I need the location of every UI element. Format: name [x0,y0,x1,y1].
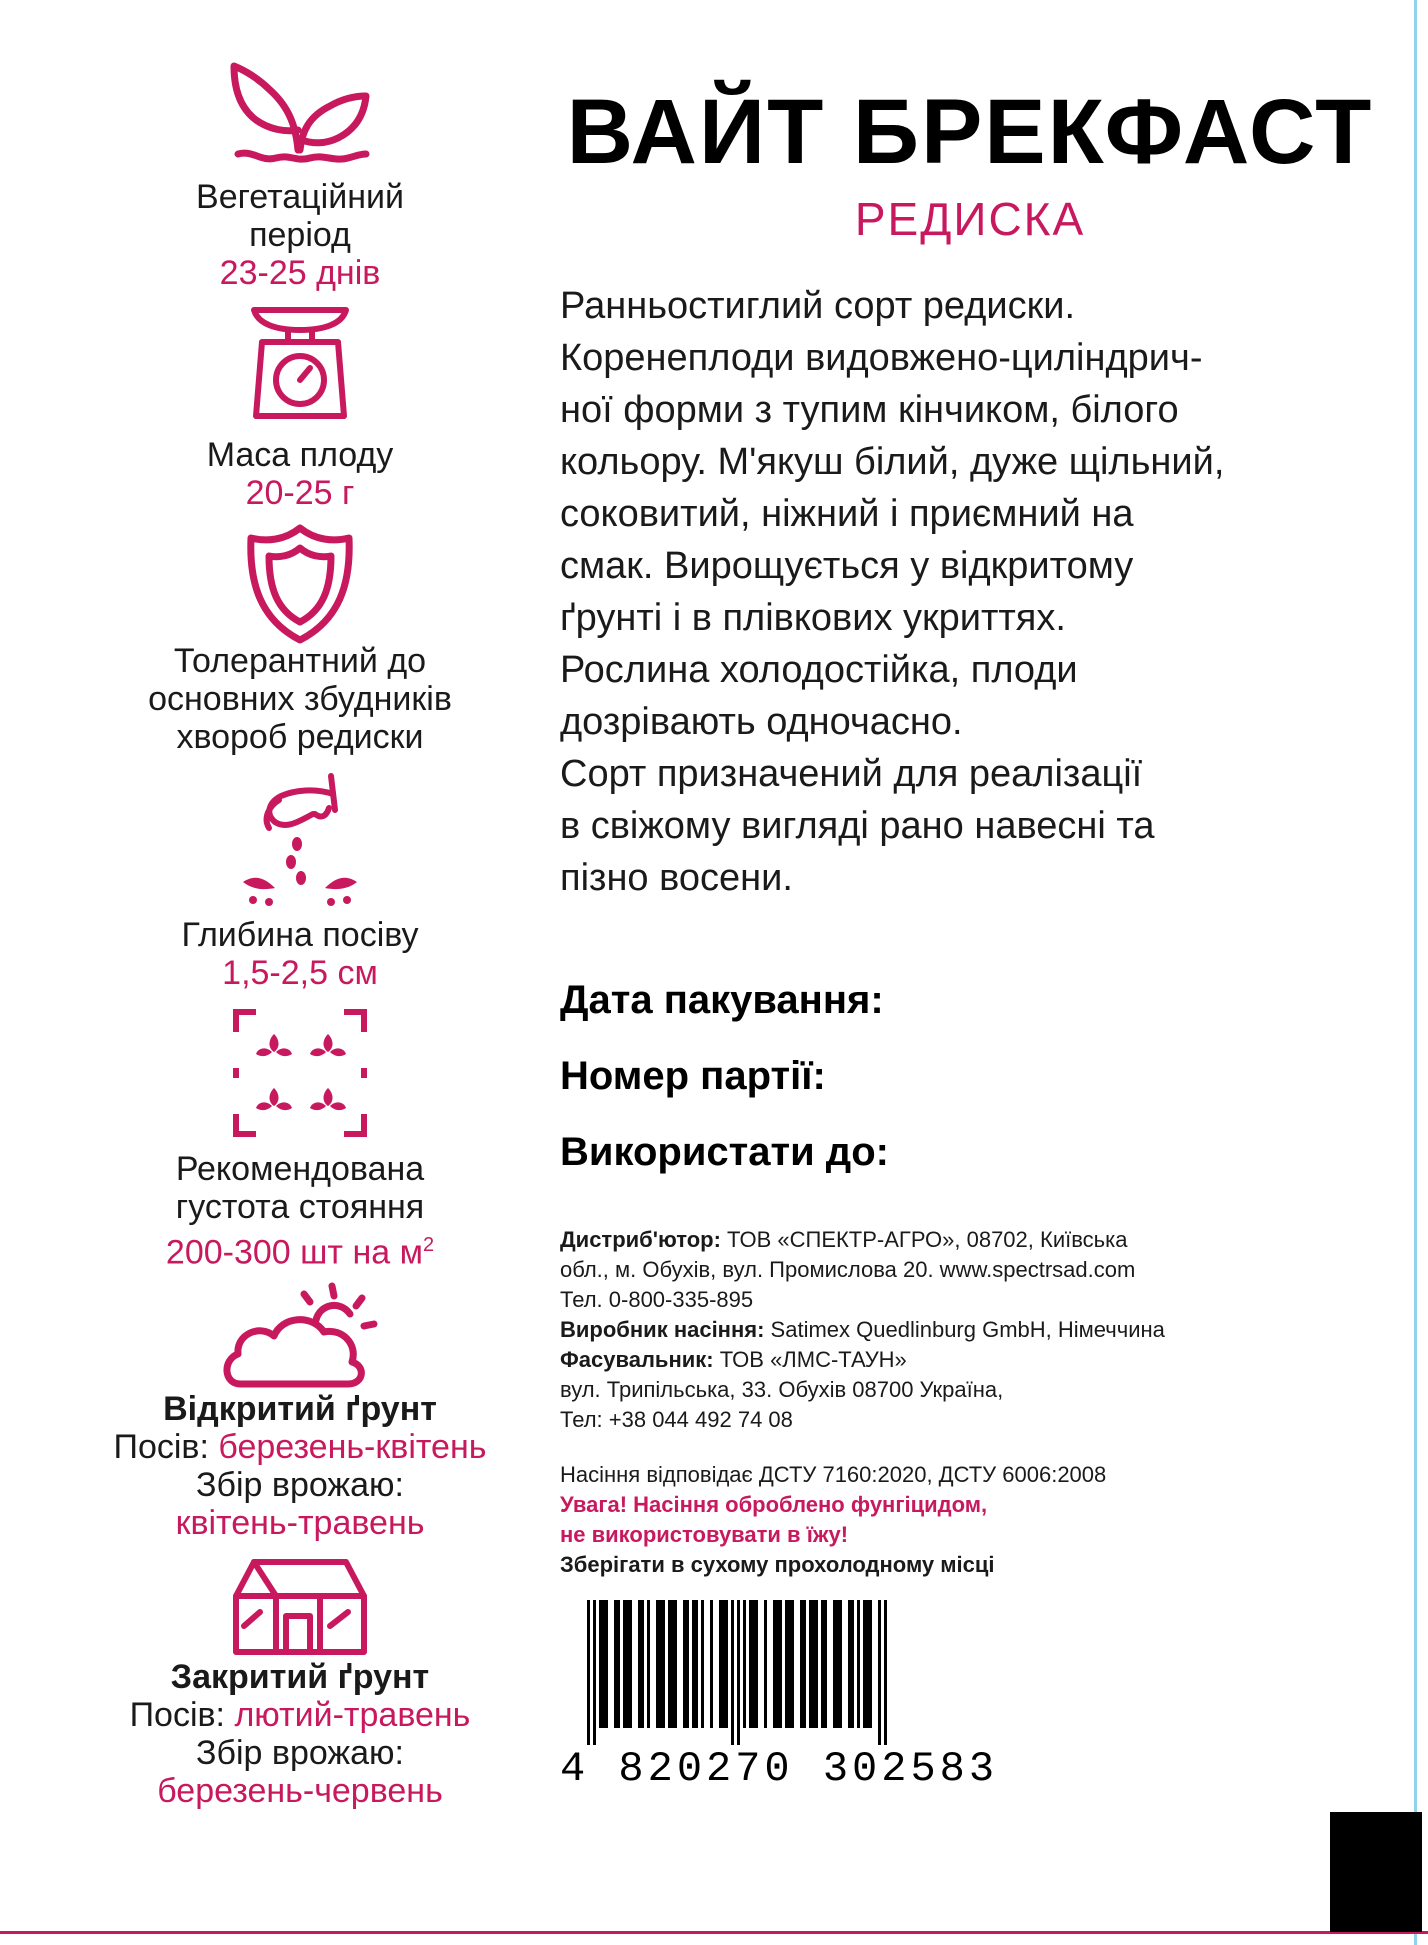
description-line: Коренеплоди видовжено-циліндрич- [560,337,1203,379]
barcode-bar [719,1600,728,1728]
barcode-bar [737,1600,740,1745]
barcode-bar [587,1600,590,1745]
barcode-bar [764,1600,767,1728]
barcode-bar [647,1600,650,1728]
description-line: дозрівають одночасно. [560,701,963,743]
distributor-label: Дистриб'ютор: [560,1227,721,1252]
barcode-bar [710,1600,713,1728]
tolerance-line-3: хвороб редиски [176,718,424,756]
barcode-number: 4 820270 302583 [560,1745,999,1793]
open-sowing-label: Посів: [113,1428,219,1466]
closed-sowing-value: лютий-травень [234,1696,471,1734]
vegetation-label-1: Вегетаційний [196,178,404,216]
closed-sowing-label: Посів: [129,1696,235,1734]
description-line: ґрунті і в плівкових укриттях. [560,597,1066,639]
barcode-bar [863,1600,872,1728]
density-label-1: Рекомендована [175,1150,425,1188]
description-line: пізно восени. [560,857,793,899]
description-line: Ранньостиглий сорт редиски. [560,285,1076,327]
distributor-phone: Тел. 0-800-335-895 [560,1287,754,1312]
density-value-text: 200-300 шт на м [165,1233,423,1272]
sun-cloud-icon [220,1280,380,1390]
mass-label: Маса плоду [206,436,394,474]
product-type: РЕДИСКА [854,193,1086,245]
density-superscript: 2 [422,1234,435,1256]
batch-number-label: Номер партії: [560,1054,826,1098]
barcode-bar [809,1600,818,1728]
description-line: Сорт призначений для реалізації [560,753,1143,795]
product-name: ВАЙТ БРЕКФАСТ [566,81,1374,183]
barcode-bar [614,1600,620,1728]
barcode-bar [638,1600,644,1728]
edge-line [1414,0,1417,1945]
vegetation-value: 23-25 днів [219,254,381,292]
distributor-text: ТОВ «СПЕКТР-АГРО», 08702, Київська [720,1227,1128,1252]
packer-label: Фасувальник: [560,1347,714,1372]
barcode-bar [800,1600,806,1728]
tolerance-line-2: основних збудників [148,680,452,718]
barcode-bar [833,1600,842,1728]
description-line: ної форми з тупим кінчиком, білого [560,389,1179,431]
depth-label: Глибина посіву [181,916,419,954]
bottom-line [0,1931,1428,1934]
open-harvest-label: Збір врожаю: [195,1466,405,1504]
open-ground-title: Відкритий ґрунт [163,1390,437,1428]
barcode-bar [668,1600,677,1728]
black-marker [1330,1812,1422,1932]
warning-line-1: Увага! Насіння оброблено фунгіцидом, [560,1492,988,1517]
compliance-info [560,1460,1360,1580]
packer-line [560,1345,1360,1375]
barcode-bar [656,1600,665,1728]
closed-ground-title: Закритий ґрунт [170,1658,430,1696]
packer-text: ТОВ «ЛМС-ТАУН» [713,1347,907,1372]
distributor-line [560,1225,1360,1255]
barcode-bar [749,1600,758,1728]
closed-harvest-value: березень-червень [157,1772,443,1810]
description-line: в свіжому вигляді рано навесні та [560,805,1155,847]
plant-sprout-icon [230,58,370,168]
description [560,280,1360,904]
barcode-bar [857,1600,860,1728]
depth-value: 1,5-2,5 см [222,954,378,992]
barcode-bar [773,1600,782,1728]
barcode-bar [701,1600,704,1728]
vegetation-label-2: період [249,216,351,254]
barcode [585,1600,1015,1745]
description-line: Рослина холодостійка, плоди [560,649,1078,691]
barcode-bar [821,1600,827,1728]
use-by-label: Використати до: [560,1130,889,1174]
barcode-bar [785,1600,794,1728]
mass-value: 20-25 г [245,474,355,512]
producer-line [560,1315,1360,1345]
producer-text: Satimex Quedlinburg GmbH, Німеччина [764,1317,1165,1342]
open-sowing-value: березень-квітень [218,1428,487,1466]
plant-density-icon [232,1008,368,1138]
tolerance-line-1: Толерантний до [173,642,427,680]
pack-date-label: Дата пакування: [560,978,884,1022]
density-label-2: густота стояння [175,1188,425,1226]
density-value [40,1226,560,1271]
shield-icon [245,524,355,644]
barcode-bar [683,1600,689,1728]
barcode-bar [743,1600,746,1728]
open-ground-sowing [40,1428,560,1466]
barcode-bar [623,1600,632,1728]
distributor-address: обл., м. Обухів, вул. Промислова 20. www.spectrsad.com [560,1257,1136,1282]
sowing-hand-icon [235,770,365,910]
barcode-bar [593,1600,596,1745]
closed-harvest-label: Збір врожаю: [195,1734,405,1772]
barcode-bar [848,1600,854,1728]
open-harvest-value: квітень-травень [175,1504,425,1542]
barcode-bar [599,1600,608,1728]
standard-text: Насіння відповідає ДСТУ 7160:2020, ДСТУ 6006:2008 [560,1462,1107,1487]
description-line: соковитий, ніжний і приємний на [560,493,1134,535]
description-line: смак. Вирощується у відкритому [560,545,1134,587]
barcode-bar [692,1600,698,1728]
description-line: кольору. М'якуш білий, дуже щільний, [560,441,1225,483]
storage-text: Зберігати в сухому прохолодному місці [560,1552,995,1577]
producer-label: Виробник насіння: [560,1317,765,1342]
barcode-bar [878,1600,881,1745]
closed-ground-sowing [40,1696,560,1734]
barcode-bar [884,1600,887,1745]
packer-address: вул. Трипільська, 33. Обухів 08700 Україна, [560,1377,1004,1402]
packer-phone: Тел: +38 044 492 74 08 [560,1407,793,1432]
producer-info [560,1225,1360,1435]
warning-line-2: не використовувати в їжу! [560,1522,849,1547]
greenhouse-icon [230,1556,370,1656]
barcode-bar [731,1600,734,1745]
scale-icon [250,302,350,422]
